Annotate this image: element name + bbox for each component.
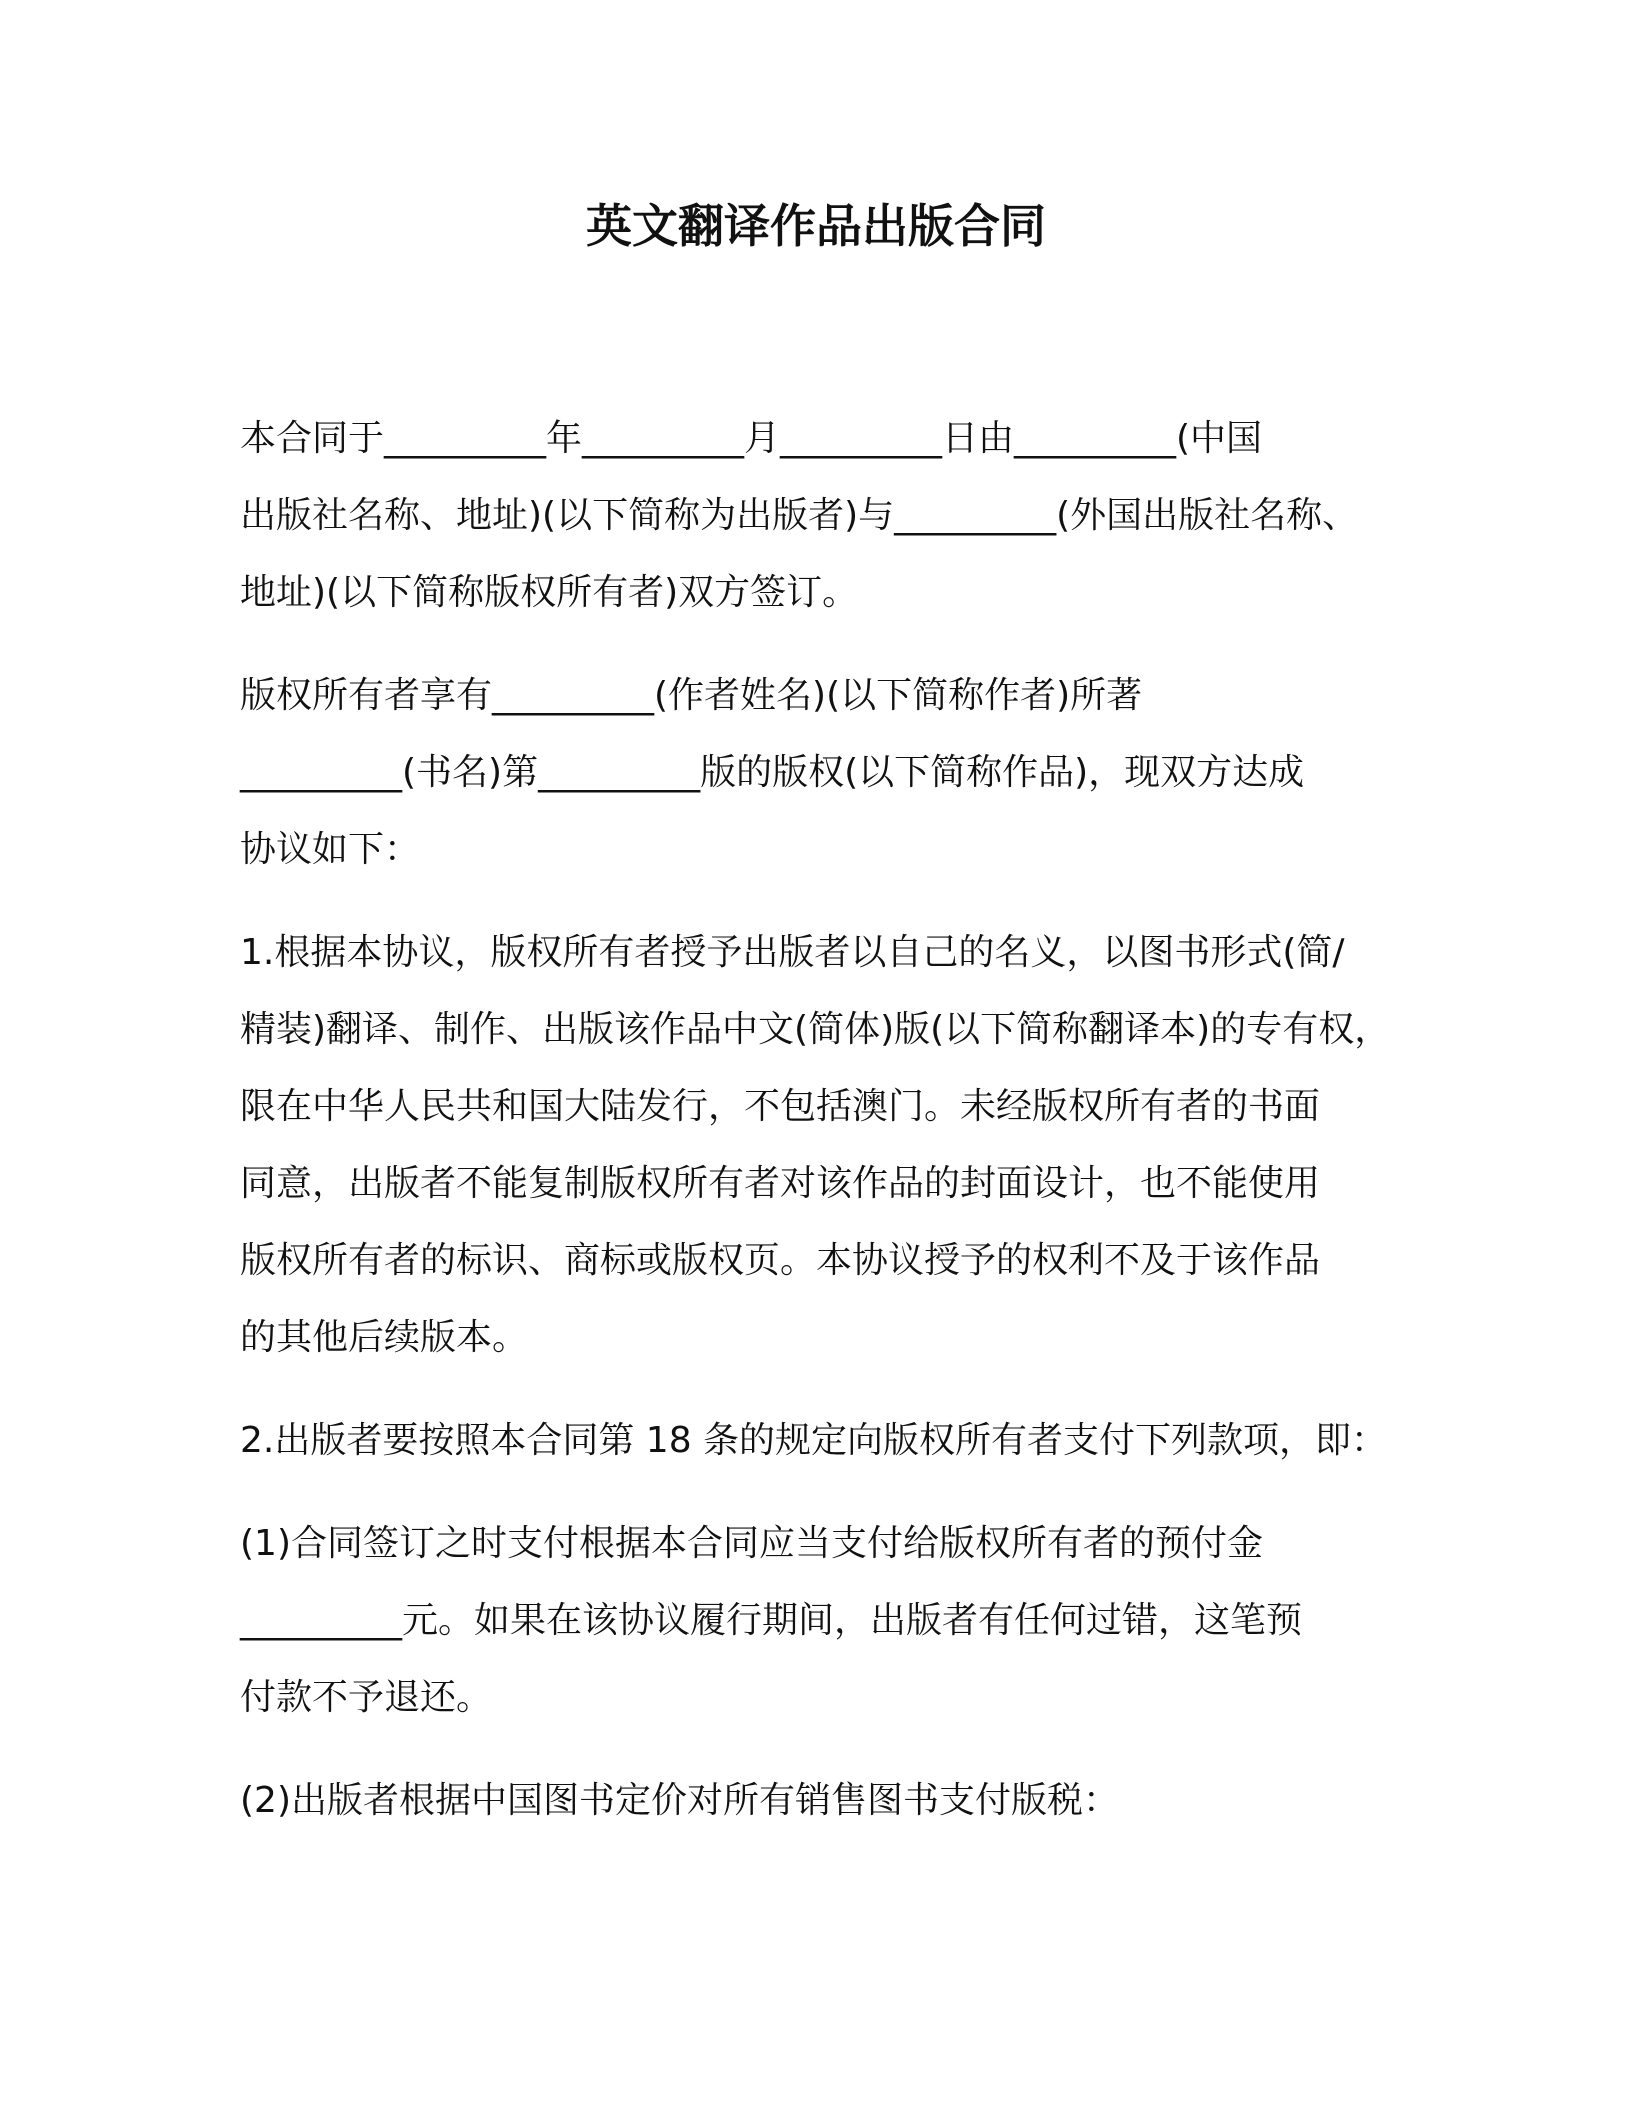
text-line: 地址)(以下简称版权所有者)双方签订。 bbox=[240, 572, 859, 613]
paragraph-clause-2-2 bbox=[240, 1762, 1440, 1839]
text-line: 的其他后续版本。 bbox=[240, 1317, 529, 1358]
text-line: (1)合同签订之时支付根据本合同应当支付给版权所有者的预付金 bbox=[240, 1523, 1263, 1564]
text-line: 本合同于_________年_________月_________日由_________(中国 bbox=[240, 418, 1263, 459]
text-line: (2)出版者根据中国图书定价对所有销售图书支付版税： bbox=[240, 1780, 1119, 1821]
paragraph-clause-2 bbox=[240, 1402, 1440, 1479]
text-line: 同意，出版者不能复制版权所有者对该作品的封面设计，也不能使用 bbox=[240, 1163, 1321, 1204]
text-line: 出版社名称、地址)(以下简称为出版者)与_________(外国出版社名称、 bbox=[240, 495, 1359, 536]
text-line: 版权所有者的标识、商标或版权页。本协议授予的权利不及于该作品 bbox=[240, 1240, 1321, 1281]
paragraph-preamble bbox=[240, 400, 1440, 631]
document-body bbox=[240, 400, 1440, 1865]
text-line: _________元。如果在该协议履行期间，出版者有任何过错，这笔预 bbox=[240, 1600, 1303, 1641]
text-line: 付款不予退还。 bbox=[240, 1677, 493, 1718]
text-line: 限在中华人民共和国大陆发行，不包括澳门。未经版权所有者的书面 bbox=[240, 1086, 1321, 1127]
document-title: 英文翻译作品出版合同 bbox=[586, 199, 1046, 253]
paragraph-clause-2-1 bbox=[240, 1505, 1440, 1736]
text-line: 精装)翻译、制作、出版该作品中文(简体)版(以下简称翻译本)的专有权， bbox=[240, 1009, 1391, 1050]
paragraph-recital bbox=[240, 657, 1440, 888]
text-line: 1.根据本协议，版权所有者授予出版者以自己的名义，以图书形式(简/ bbox=[240, 932, 1345, 973]
text-line: 2.出版者要按照本合同第 18 条的规定向版权所有者支付下列款项，即： bbox=[240, 1420, 1388, 1461]
text-line: _________(书名)第_________版的版权(以下简称作品)，现双方达成 bbox=[240, 752, 1305, 793]
paragraph-clause-1 bbox=[240, 914, 1440, 1376]
text-line: 协议如下： bbox=[240, 829, 421, 870]
text-line: 版权所有者享有_________(作者姓名)(以下简称作者)所著 bbox=[240, 675, 1143, 716]
